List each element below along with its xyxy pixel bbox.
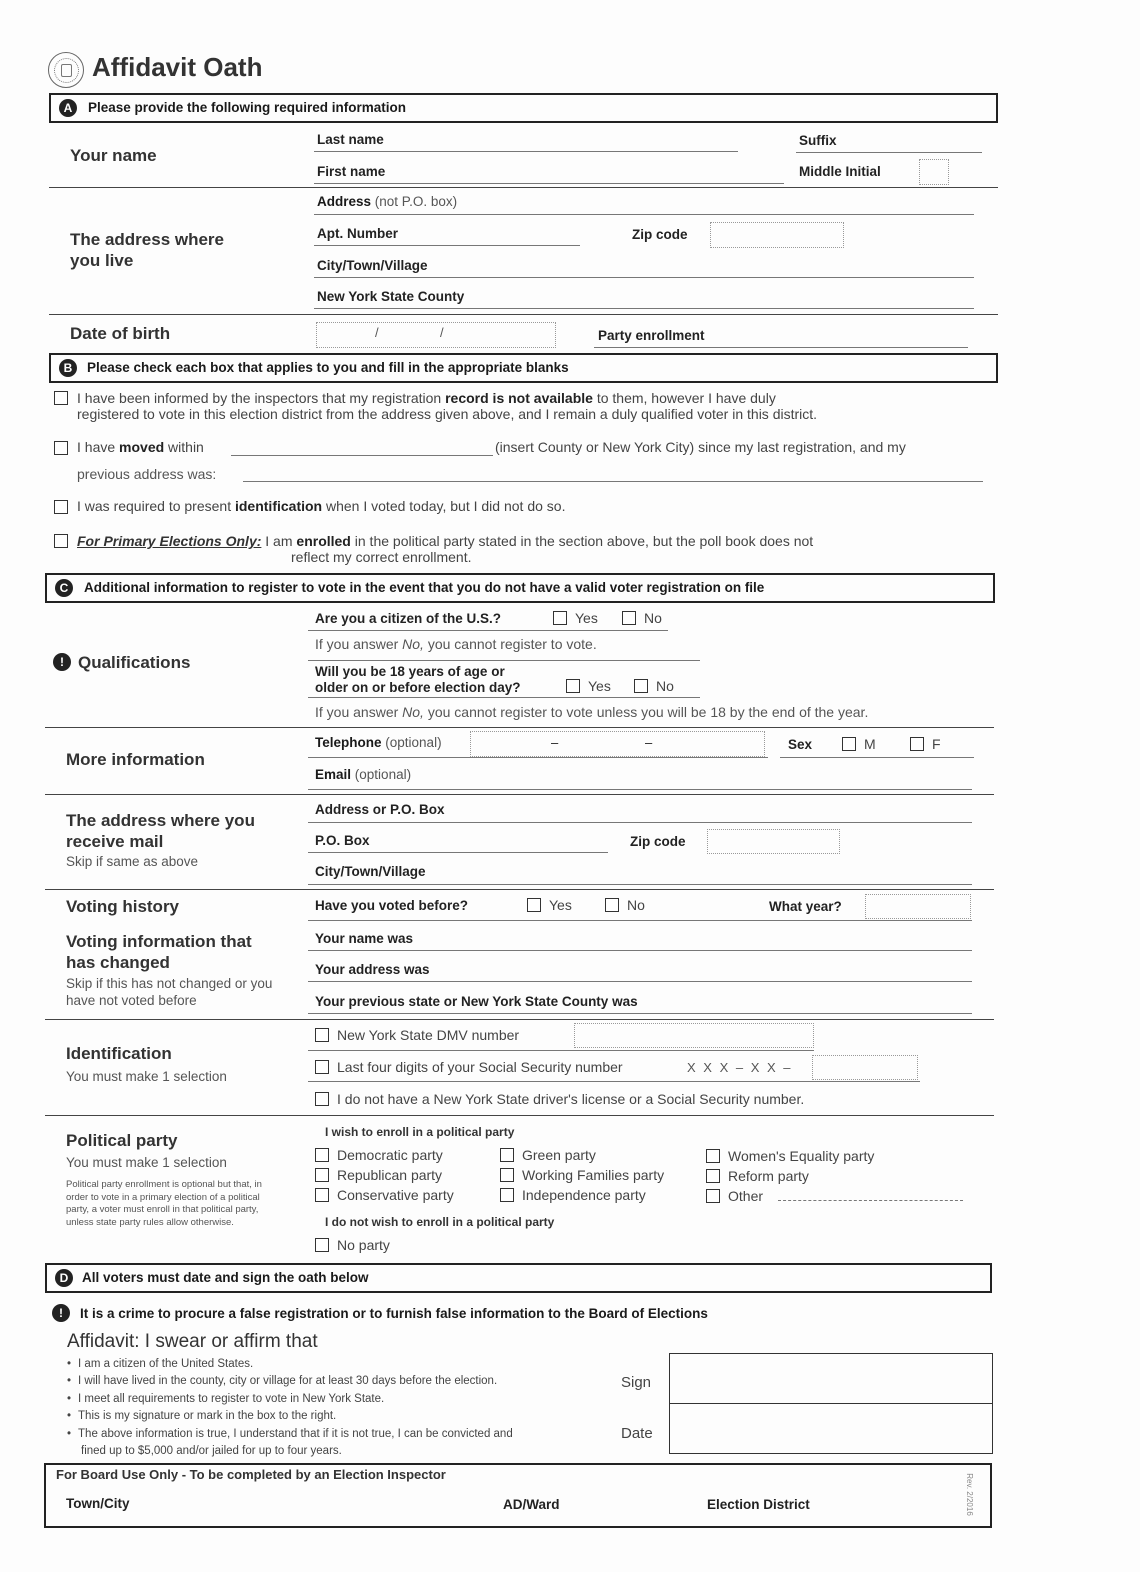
prev-state-label: Your previous state or New York State County was <box>315 994 638 1009</box>
b-item4-bold: enrolled <box>296 533 351 549</box>
county-label: New York State County <box>317 289 465 304</box>
dob-label: Date of birth <box>70 324 171 343</box>
section-c-letter: C <box>55 579 73 597</box>
sex-female-checkbox[interactable] <box>910 737 924 751</box>
age-yes-checkbox[interactable] <box>566 679 580 693</box>
age-no-option[interactable] <box>634 678 674 694</box>
changed-group-label: Voting information that has changed <box>66 932 252 972</box>
age-question-line2: older on or before election day? <box>315 680 521 695</box>
middle-initial-label: Middle Initial <box>799 164 881 179</box>
warning-icon: ! <box>52 1304 70 1322</box>
sex-male-option[interactable] <box>842 736 876 752</box>
id-dmv-label: New York State DMV number <box>337 1027 520 1043</box>
divider <box>45 1115 994 1116</box>
party-democratic-option[interactable] <box>315 1147 443 1163</box>
primary-enrollment-text <box>77 533 957 565</box>
divider <box>780 757 974 758</box>
mail-city-label: City/Town/Village <box>315 864 426 879</box>
divider <box>45 794 994 795</box>
county-field[interactable] <box>314 308 974 309</box>
telephone-label-text: Telephone <box>315 735 382 750</box>
citizen-no-checkbox[interactable] <box>622 611 636 625</box>
divider <box>308 920 972 921</box>
id-none-checkbox[interactable] <box>315 1092 329 1106</box>
party-republican-checkbox[interactable] <box>315 1168 329 1182</box>
affidavit-bullet: • I am a citizen of the United States. <box>67 1356 537 1373</box>
changed-skip-note: Skip if this has not changed or you have not voted before <box>66 976 273 1008</box>
citizen-note <box>315 636 597 652</box>
mail-city-field[interactable] <box>308 884 972 885</box>
party-green-option[interactable] <box>500 1147 596 1163</box>
middle-initial-field[interactable] <box>919 159 949 185</box>
party-enrollment-label: Party enrollment <box>598 328 705 343</box>
board-use-heading: For Board Use Only - To be completed by an Election Inspector <box>56 1467 446 1482</box>
b-item3-pre: I was required to present <box>77 498 232 514</box>
b-item4-pre: I am <box>265 533 293 549</box>
exclamation-icon: ! <box>53 653 71 671</box>
party-conservative-option[interactable] <box>315 1187 454 1203</box>
voted-no-label: No <box>627 897 645 913</box>
id-none-option[interactable] <box>315 1091 804 1107</box>
zip-label: Zip code <box>632 227 688 242</box>
party-reform-option[interactable] <box>706 1168 809 1184</box>
suffix-label: Suffix <box>799 133 837 148</box>
divider <box>308 1050 814 1051</box>
email-label-text: Email <box>315 767 352 782</box>
party-working-families-label: Working Families party <box>522 1167 665 1183</box>
divider <box>308 630 668 631</box>
party-enrollment-field[interactable] <box>594 347 968 348</box>
citizen-note-no: No, <box>402 636 424 652</box>
sex-female-label: F <box>932 736 941 752</box>
b-item3-bold: identification <box>234 498 323 514</box>
sex-label: Sex <box>788 737 813 752</box>
no-enroll-label: I do not wish to enroll in a political party <box>325 1215 555 1229</box>
section-b-heading: Please check each box that applies to you and fill in the appropriate blanks <box>87 360 569 375</box>
po-box-label: P.O. Box <box>315 833 370 848</box>
b-item4-post: in the political party stated in the section above, but the poll book does not <box>354 533 814 549</box>
b-item1-bold: record is not available <box>445 390 593 406</box>
party-independence-checkbox[interactable] <box>500 1188 514 1202</box>
party-democratic-label: Democratic party <box>337 1147 443 1163</box>
party-other-option[interactable] <box>706 1188 763 1204</box>
city-label: City/Town/Village <box>317 258 428 273</box>
identification-text <box>77 498 565 514</box>
id-ssn-checkbox[interactable] <box>315 1060 329 1074</box>
what-year-field[interactable] <box>865 894 971 919</box>
revision-text: Rev. 2/2016 <box>964 1473 974 1516</box>
sex-male-label: M <box>864 736 876 752</box>
mail-skip-note: Skip if same as above <box>66 854 199 869</box>
page-title: Affidavit Oath <box>92 52 263 82</box>
address-label-text: Address <box>317 194 372 209</box>
voted-before-question: Have you voted before? <box>315 898 469 913</box>
dmv-number-field[interactable] <box>574 1023 814 1048</box>
voted-yes-label: Yes <box>549 897 572 913</box>
last-name-label: Last name <box>317 132 384 147</box>
citizen-note-pre: If you answer <box>315 636 399 652</box>
ssn-field[interactable] <box>812 1055 918 1080</box>
address-note: (not P.O. box) <box>374 194 458 209</box>
apt-field[interactable] <box>314 245 580 246</box>
divider <box>308 1081 920 1082</box>
warning-text: It is a crime to procure a false registration or to furnish false information to the Board of Elections <box>80 1306 708 1321</box>
telephone-dash: – <box>645 735 653 750</box>
citizen-note-post: you cannot register to vote. <box>427 636 597 652</box>
id-dmv-checkbox[interactable] <box>315 1028 329 1042</box>
party-conservative-label: Conservative party <box>337 1187 454 1203</box>
citizen-yes-checkbox[interactable] <box>553 611 567 625</box>
b-item4-italic: For Primary Elections Only: <box>77 533 262 549</box>
political-party-note: You must make 1 selection <box>66 1155 227 1170</box>
telephone-field[interactable] <box>470 731 765 757</box>
party-independence-label: Independence party <box>522 1187 646 1203</box>
telephone-dash: – <box>551 735 559 750</box>
b-item2-bold: moved <box>119 439 165 455</box>
seal-logo <box>48 52 84 88</box>
b-item1-post: to them, however I have duly <box>596 390 776 406</box>
b-item2-pre: I have <box>77 439 116 455</box>
voted-no-option[interactable] <box>605 897 645 913</box>
party-other-checkbox[interactable] <box>706 1189 720 1203</box>
section-d-letter: D <box>55 1269 73 1287</box>
mail-zip-label: Zip code <box>630 834 686 849</box>
id-dmv-option[interactable] <box>315 1027 519 1043</box>
age-note-post: you cannot register to vote unless you will be 18 by the end of the year. <box>427 704 869 720</box>
identification-label: Identification <box>66 1044 172 1063</box>
moved-text <box>77 439 204 455</box>
town-city-label: Town/City <box>66 1496 130 1511</box>
age-no-label: No <box>656 678 674 694</box>
id-ssn-label: Last four digits of your Social Security number <box>337 1059 623 1075</box>
dob-slash: / <box>375 325 379 340</box>
voted-yes-option[interactable] <box>527 897 572 913</box>
prev-state-field[interactable] <box>308 1013 972 1014</box>
divider <box>45 1019 994 1020</box>
moved-text-post: (insert County or New York City) since my last registration, and my <box>495 439 906 455</box>
more-info-label: More information <box>66 750 205 769</box>
last-name-field[interactable] <box>314 151 738 152</box>
party-working-families-option[interactable] <box>500 1167 664 1183</box>
citizen-question: Are you a citizen of the U.S.? <box>315 611 502 626</box>
mail-address-field[interactable] <box>308 822 972 823</box>
apt-label: Apt. Number <box>317 226 398 241</box>
name-was-field[interactable] <box>308 950 972 951</box>
primary-enrollment-checkbox[interactable] <box>54 534 68 548</box>
party-reform-checkbox[interactable] <box>706 1169 720 1183</box>
what-year-label: What year? <box>769 899 842 914</box>
party-conservative-checkbox[interactable] <box>315 1188 329 1202</box>
age-no-checkbox[interactable] <box>634 679 648 693</box>
name-was-label: Your name was <box>315 931 414 946</box>
id-ssn-option[interactable] <box>315 1059 623 1075</box>
mail-address-label: Address or P.O. Box <box>315 802 445 817</box>
party-reform-label: Reform party <box>728 1168 809 1184</box>
party-womens-equality-checkbox[interactable] <box>706 1149 720 1163</box>
section-d-heading: All voters must date and sign the oath below <box>82 1270 369 1285</box>
party-womens-equality-label: Women's Equality party <box>728 1148 875 1164</box>
citizen-yes-label: Yes <box>575 610 598 626</box>
age-note-pre: If you answer <box>315 704 399 720</box>
divider <box>49 187 998 188</box>
address-group-label: The address where you live <box>70 230 225 270</box>
party-democratic-checkbox[interactable] <box>315 1148 329 1162</box>
affidavit-bullets <box>67 1356 537 1460</box>
party-other-field[interactable] <box>778 1200 963 1201</box>
affidavit-bullet: • I meet all requirements to register to vote in New York State. <box>67 1391 537 1408</box>
party-green-label: Green party <box>522 1147 596 1163</box>
sex-female-option[interactable] <box>910 736 941 752</box>
divider <box>308 697 700 698</box>
citizen-yes-option[interactable] <box>553 610 598 626</box>
telephone-optional: (optional) <box>385 735 442 750</box>
address-was-label: Your address was <box>315 962 430 977</box>
b-item3-post: when I voted today, but I did not do so. <box>326 498 566 514</box>
party-green-checkbox[interactable] <box>500 1148 514 1162</box>
party-independence-option[interactable] <box>500 1187 646 1203</box>
citizen-no-label: No <box>644 610 662 626</box>
sign-label: Sign <box>621 1374 652 1391</box>
qualifications-label: Qualifications <box>78 653 191 672</box>
b-item1-pre: I have been informed by the inspectors that my registration <box>77 390 442 406</box>
identification-checkbox[interactable] <box>54 500 68 514</box>
section-a-letter: A <box>59 99 77 117</box>
first-name-label: First name <box>317 164 386 179</box>
divider <box>308 757 768 758</box>
date-label: Date <box>621 1425 653 1442</box>
city-field[interactable] <box>314 277 974 278</box>
sex-male-checkbox[interactable] <box>842 737 856 751</box>
no-party-option[interactable] <box>315 1237 390 1253</box>
political-party-label: Political party <box>66 1131 178 1150</box>
address-field[interactable] <box>314 214 974 215</box>
divider <box>308 660 700 661</box>
party-enrollment-note: Political party enrollment is optional but that, in order to vote in a primary election of a political party, a voter must enroll in that political party, unless state party rules allow otherwise. <box>66 1179 262 1228</box>
age-yes-label: Yes <box>588 678 611 694</box>
zip-field[interactable] <box>710 222 844 248</box>
sign-box[interactable] <box>669 1353 993 1404</box>
address-label <box>317 194 457 209</box>
previous-address-label: previous address was: <box>77 466 217 482</box>
wish-enroll-label: I wish to enroll in a political party <box>325 1125 515 1139</box>
po-box-field[interactable] <box>308 852 608 853</box>
party-working-families-checkbox[interactable] <box>500 1168 514 1182</box>
age-question-line1: Will you be 18 years of age or <box>315 664 505 679</box>
affidavit-bullet: • The above information is true, I understand that if it is not true, I can be convicted and fined up to $5,000 and/or jailed for up to four years. <box>67 1426 537 1461</box>
mail-zip-field[interactable] <box>707 829 840 854</box>
divider <box>45 727 994 728</box>
b-item2-mid: within <box>168 439 204 455</box>
age-yes-option[interactable] <box>566 678 611 694</box>
party-republican-label: Republican party <box>337 1167 443 1183</box>
b-item1-line2: registered to vote in this election district from the address given above, and I remain a duly qualified voter in this district. <box>77 406 818 422</box>
first-name-field[interactable] <box>314 183 784 184</box>
suffix-field[interactable] <box>796 152 982 153</box>
record-unavailable-text <box>77 390 977 422</box>
age-note <box>315 704 868 720</box>
your-name-label: Your name <box>70 146 157 165</box>
party-republican-option[interactable] <box>315 1167 442 1183</box>
affidavit-bullet: • This is my signature or mark in the box to the right. <box>67 1408 537 1425</box>
section-b-letter: B <box>59 359 77 377</box>
section-a-heading: Please provide the following required information <box>88 100 407 115</box>
age-note-no: No, <box>402 704 424 720</box>
no-party-label: No party <box>337 1237 390 1253</box>
date-box[interactable] <box>669 1403 993 1454</box>
mail-group-label: The address where you receive mail <box>66 811 255 851</box>
moved-county-field[interactable] <box>231 455 493 456</box>
identification-note: You must make 1 selection <box>66 1069 227 1084</box>
section-c-heading: Additional information to register to vote in the event that you do not have a valid voter registration on file <box>84 580 765 595</box>
moved-checkbox[interactable] <box>54 441 68 455</box>
id-none-label: I do not have a New York State driver's license or a Social Security number. <box>337 1091 805 1107</box>
dob-slash: / <box>440 325 444 340</box>
telephone-label <box>315 735 442 750</box>
affidavit-bullet: • I will have lived in the county, city or village for at least 30 days before the election. <box>67 1373 537 1390</box>
voted-no-checkbox[interactable] <box>605 898 619 912</box>
citizen-no-option[interactable] <box>622 610 662 626</box>
ad-ward-label: AD/Ward <box>503 1497 560 1512</box>
divider <box>45 889 994 890</box>
dob-field[interactable] <box>316 322 556 348</box>
ssn-mask: X X X – X X – <box>687 1060 793 1075</box>
record-unavailable-checkbox[interactable] <box>54 391 68 405</box>
party-womens-equality-option[interactable] <box>706 1148 874 1164</box>
email-label <box>315 767 411 782</box>
election-district-label: Election District <box>707 1497 810 1512</box>
affidavit-title: Affidavit: I swear or affirm that <box>67 1331 318 1352</box>
voting-history-label: Voting history <box>66 897 180 916</box>
age-question <box>315 664 521 696</box>
email-field[interactable] <box>308 789 972 790</box>
b-item4-line2: reflect my correct enrollment. <box>291 549 472 565</box>
no-party-checkbox[interactable] <box>315 1238 329 1252</box>
previous-address-field[interactable] <box>243 481 983 482</box>
divider <box>49 314 998 315</box>
voted-yes-checkbox[interactable] <box>527 898 541 912</box>
party-other-label: Other <box>728 1188 764 1204</box>
email-optional: (optional) <box>354 767 412 782</box>
address-was-field[interactable] <box>308 981 972 982</box>
